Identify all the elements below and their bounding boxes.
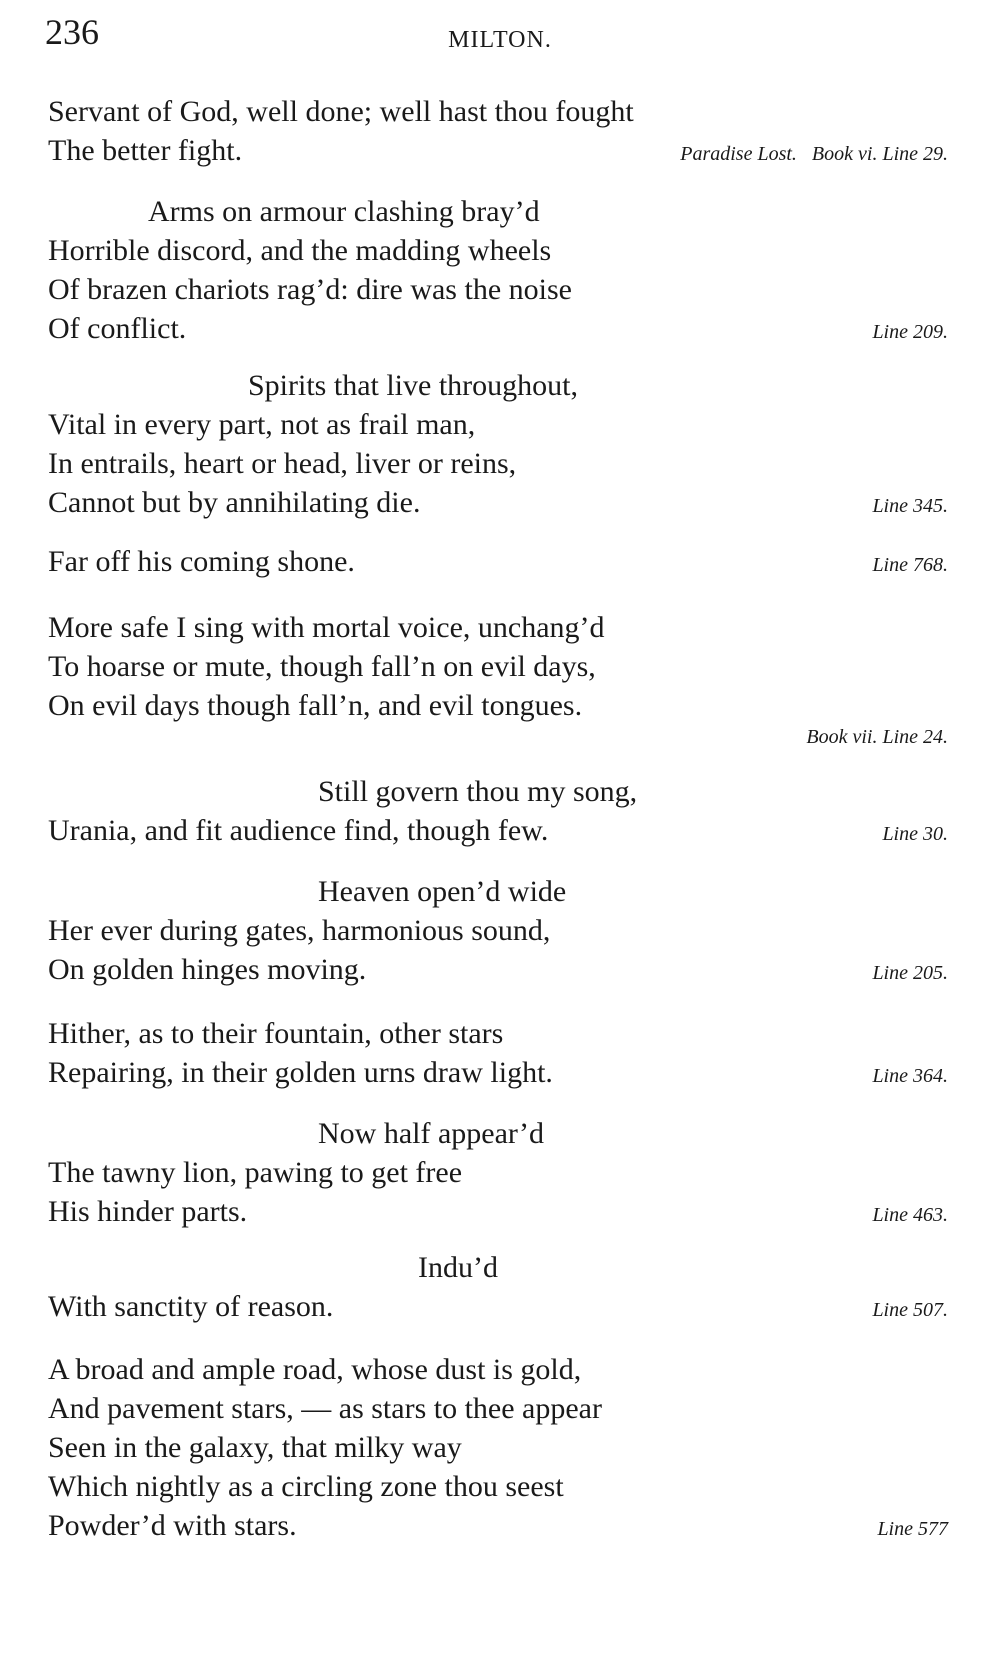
citation: Line 30. (882, 823, 948, 845)
verse-line-text: Far off his coming shone. (48, 545, 355, 578)
quotation-block (48, 1014, 948, 1092)
verse-line: Servant of God, well done; well hast thou fought (48, 95, 634, 128)
citation: Line 364. (872, 1065, 948, 1087)
verse-line: To hoarse or mute, though fall’n on evil days, (48, 650, 596, 683)
citation: Paradise Lost. Book vi. Line 29. (680, 143, 948, 165)
verse-line-text: Repairing, in their golden urns draw light. (48, 1056, 553, 1089)
citation: Line 205. (872, 962, 948, 984)
verse-line: Her ever during gates, harmonious sound, (48, 914, 551, 947)
quotation-block (48, 772, 948, 850)
citation: Book vii. Line 24. (806, 726, 948, 748)
verse-line: Indu’d (418, 1251, 498, 1284)
verse-line: A broad and ample road, whose dust is gold, (48, 1353, 582, 1386)
verse-line: The tawny lion, pawing to get free (48, 1156, 463, 1189)
quotation-block (48, 1350, 948, 1545)
verse-line-text: His hinder parts. (48, 1195, 248, 1228)
verse-line: Still govern thou my song, (318, 775, 638, 808)
verse-line: Which nightly as a circling zone thou seest (48, 1470, 564, 1503)
verse-line: And pavement stars, — as stars to thee appear (48, 1392, 602, 1425)
verse-line: Hither, as to their fountain, other stars (48, 1017, 504, 1050)
citation: Line 345. (872, 495, 948, 517)
verse-line (48, 542, 948, 581)
page-number: 236 (45, 12, 99, 52)
verse-line: More safe I sing with mortal voice, unchang’d (48, 611, 605, 644)
verse-line: On evil days though fall’n, and evil tongues. (48, 689, 583, 722)
citation: Line 577 (877, 1518, 948, 1540)
verse-line (48, 811, 948, 850)
citation: Line 507. (872, 1299, 948, 1321)
verse-line-text: Of conflict. (48, 312, 187, 345)
verse-line: Spirits that live throughout, (248, 369, 578, 402)
verse-line: Arms on armour clashing bray’d (148, 195, 540, 228)
quotation-block (48, 1114, 948, 1231)
verse-line (48, 309, 948, 348)
verse-line: Vital in every part, not as frail man, (48, 408, 476, 441)
verse-line: Of brazen chariots rag’d: dire was the noise (48, 273, 572, 306)
verse-line-text: The better fight. (48, 134, 243, 167)
verse-line-text: With sanctity of reason. (48, 1290, 334, 1323)
verse-line (48, 1287, 948, 1326)
verse-line (48, 1192, 948, 1231)
verse-line: Horrible discord, and the madding wheels (48, 234, 552, 267)
verse-line-text: Cannot but by annihilating die. (48, 486, 421, 519)
verse-line: Now half appear’d (318, 1117, 545, 1150)
quotation-block (48, 366, 948, 522)
verse-line (48, 1506, 948, 1545)
verse-line (48, 131, 948, 170)
quotation-block (48, 192, 948, 348)
verse-line (48, 1053, 948, 1092)
verse-line-text: Urania, and fit audience find, though few. (48, 814, 549, 847)
quotation-block (48, 608, 948, 749)
verse-line (48, 483, 948, 522)
quotation-block (48, 872, 948, 989)
quotation-block (48, 542, 948, 581)
verse-line-text: On golden hinges moving. (48, 953, 367, 986)
running-head: MILTON. (448, 27, 552, 53)
verse-line: Heaven open’d wide (318, 875, 567, 908)
verse-line: Seen in the galaxy, that milky way (48, 1431, 462, 1464)
citation: Line 463. (872, 1204, 948, 1226)
quotation-block (48, 1248, 948, 1326)
quotation-block (48, 92, 948, 170)
verse-line: In entrails, heart or head, liver or reins, (48, 447, 517, 480)
citation: Line 209. (872, 321, 948, 343)
verse-line-text: Powder’d with stars. (48, 1509, 297, 1542)
citation: Line 768. (872, 554, 948, 576)
verse-line (48, 950, 948, 989)
